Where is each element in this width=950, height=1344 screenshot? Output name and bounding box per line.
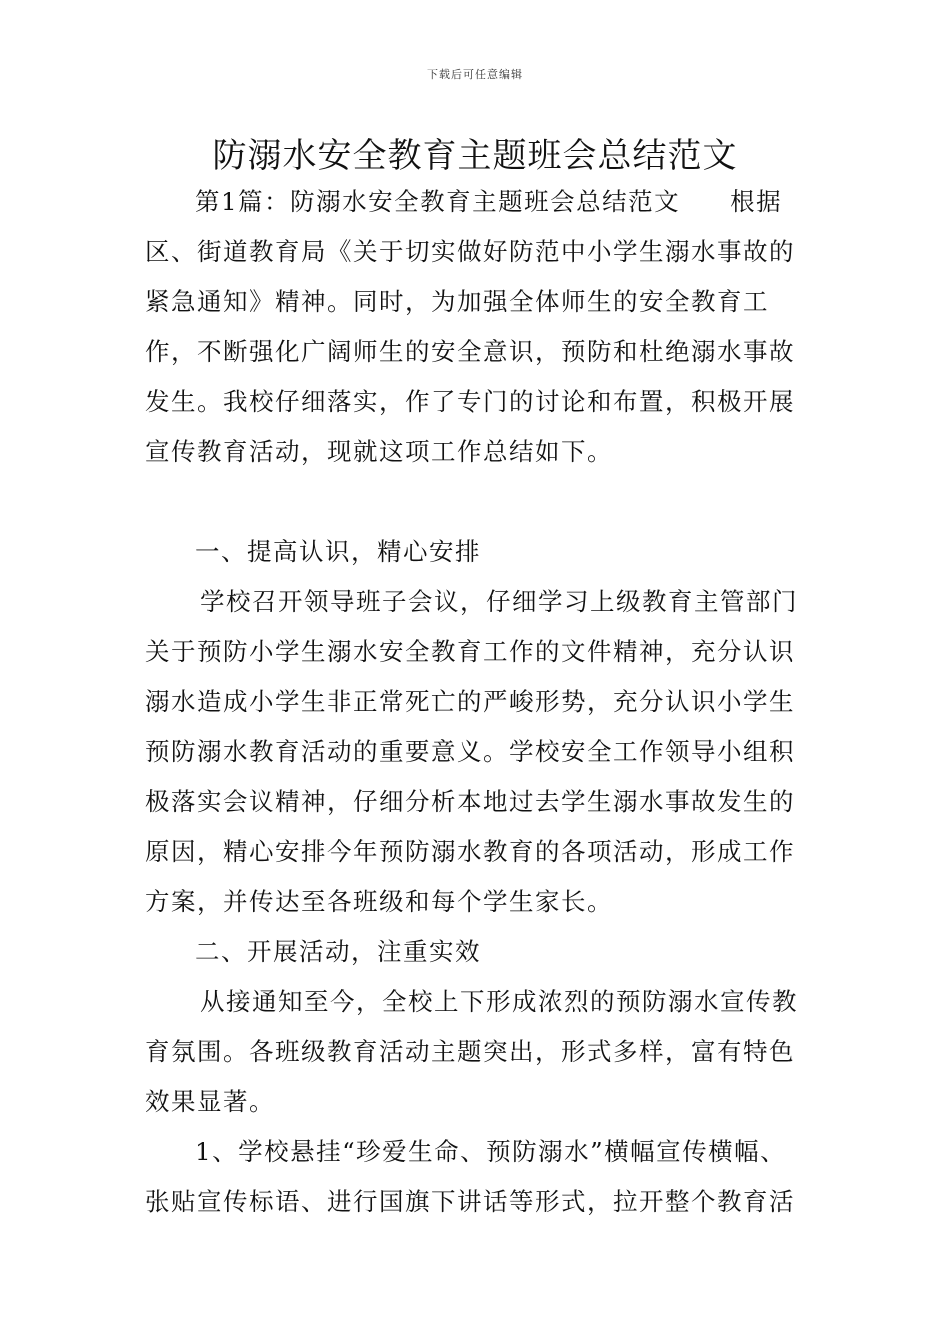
intro-paragraph [145,177,810,477]
section1-paragraph: 学校召开领导班子会议，仔细学习上级教育主管部门关于预防小学生溺水安全教育工作的文件精神，充分认识溺水造成小学生非正常死亡的严峻形势，充分认识小学生预防溺水教育活动的重要意义。学校安全工作领导小组积极落实会议精神，仔细分析本地过去学生溺水事故发生的原因，精心安排今年预防溺水教育的各项活动，形成工作方案，并传达至各班级和每个学生家长。 [145,587,798,916]
item1-paragraph: 1、学校悬挂“珍爱生命、预防溺水”横幅宣传横幅、张贴宣传标语、进行国旗下讲话等形式，拉开整个教育活 [145,1137,795,1216]
section2-heading: 二、开展活动，注重实效 [195,937,481,966]
intro-lead: 第1篇：防溺水安全教育主题班会总结范文 [195,187,681,216]
header-note: 下载后可任意编辑 [427,68,523,81]
intro-body: 根据区、街道教育局《关于切实做好防范中小学生溺水事故的紧急通知》精神。同时，为加强全体师生的安全教育工作，不断强化广阔师生的安全意识，预防和杜绝溺水事故发生。我校仔细落实，作了专门的讨论和布置，积极开展宣传教育活动，现就这项工作总结如下。 [145,187,795,466]
section1-heading: 一、提高认识，精心安排 [195,537,481,566]
document-title: 防溺水安全教育主题班会总结范文 [212,136,738,176]
section2-paragraph: 从接通知至今，全校上下形成浓烈的预防溺水宣传教育氛围。各班级教育活动主题突出，形式多样，富有特色效果显著。 [145,987,798,1116]
document-body [145,177,810,1227]
